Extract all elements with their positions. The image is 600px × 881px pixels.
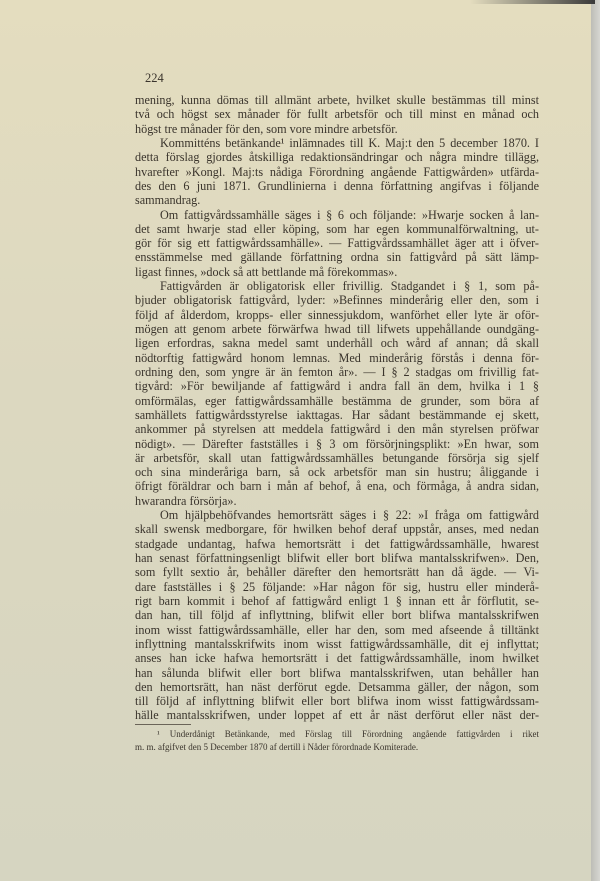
footnote [135,728,539,754]
text-line: gör för sig ett fattigwårdssamhälle». — Fattigvårdssamhället äger att i öfver- [135,236,539,251]
text-line: des den 6 juni 1871. Grundlinierna i denna författning angifvas i följande [135,178,539,193]
text-line: inom wisst fattigwårdssamhälle, eller har den, som med afseende å tilltänkt [135,622,539,637]
text-line: hwarandra försörja». [135,493,237,508]
text-line: hvarefter »Kongl. Maj:ts nådiga Förordning angående Fattigwården» utfärda- [135,164,539,179]
text-line: ligast finnes, »dock så att bettlande må förekommas». [135,264,398,279]
text-line: dan han, till följd af inflyttning, blifwit eller bort blifwa mantalsskrifwen [135,608,539,623]
text-line: samhällets fattigwårdsstyrelse iakttagas. Har sådant bestämmande ej skett, [135,407,539,422]
text-line: bjuder obligatorisk fattigvård, lyder: »Befinnes minderårig eller den, som i [135,293,539,308]
text-line: Om hjälpbehöfvandes hemortsrätt säges i § 22: »I fråga om fattigwård [160,508,539,523]
text-line: som fyllt sextio år, behåller därefter den hemortsrätt han då ägde. — Vi- [135,565,539,580]
text-line: Om fattigvårdssamhälle säges i § 6 och följande: »Hwarje socken å lan- [160,207,539,222]
text-line: ordning den, som yngre är än femton år». — I § 2 stadgas om frivillig fat- [135,364,539,379]
text-line: ensstämmelse med gällande författning ordna sin fattigvård på sätt lämp- [135,250,539,265]
scan-shadow [470,0,595,4]
text-line: hälle mantalsskrifwen, under loppet af ett år näst derförut eller näst der- [135,708,539,723]
text-line: Fattigvården är obligatorisk eller frivillig. Stadgandet i § 1, som på- [160,279,539,294]
text-line: och sina minderåriga barn, så ock arbetsför man sin hustru; åliggande i [135,465,539,480]
text-line: är arbetsför, skall utan fattigwårdssamhälles betungande försörja sig sjelf [135,450,539,465]
text-line: två och högst sex månader för fullt arbetsför och till minst en månad och [135,107,539,122]
text-line: nödtorftig fattigwård honom lemnas. Med minderårig förstås i denna för- [135,350,539,365]
text-line: han sålunda blifwit eller bort blifwa mantalsskrifwen, utan behåller han [135,665,539,680]
text-line: dare fastställes i § 25 följande: »Har någon för sig, hustru eller minderå- [135,579,539,594]
text-line: följd af ålderdom, kropps- eller sinnessjukdom, wanförhet eller lyte är oför- [135,307,539,322]
footnote-line: m. m. afgifvet den 5 December 1870 af dertill i Nåder förordnade Komiterade. [135,742,419,752]
text-line: mening, kunna dömas till allmänt arbete, hvilket skulle bestämmas till minst [135,93,539,107]
page-number: 224 [145,71,164,85]
text-line: omförmälas, eger fattigwårdssamhälle bestämma de grunder, som böra af [135,393,539,408]
text-line: högst tre månader för den, som vore mindre arbetsför. [135,121,398,136]
text-line: öfrigt föräldrar och barn i mån af behof, å ena, och förmåga, å andra sidan, [135,479,539,494]
text-line: Kommitténs betänkande¹ inlämnades till K. Maj:t den 5 december 1870. I [160,135,539,150]
footnote-line: ¹ Underdånigt Betänkande, med Förslag till Förordning angående fattigvården i riket [157,729,539,739]
text-line: ankommer på styrelsen att meddela fattigwård i den mån styrelsen pröfwar [135,422,539,437]
text-line: tigvård: »För bewiljande af fattigwård i andra fall än dem, hvilka i 1 § [135,379,539,394]
footnote-rule [135,724,191,725]
text-line: det samt hwarje stad eller köping, som har egen kommunalförwaltning, ut- [135,221,539,236]
text-line: den hemortsrätt, han näst derförut egde. Detsamma gäller, der någon, som [135,679,539,694]
text-line: till följd af inflyttning blifwit eller bort blifwa inom wisst fattigwårdssam- [135,694,539,709]
text-line: inflyttning mantalsskrifwits inom wisst fattigwårdssamhälle, dit ej inflyttat; [135,636,539,651]
text-line: stadgade undantag, hafwa hemortsrätt i det fattigwårdssamhälle, hwarest [135,536,539,551]
text-line: mögen att genom arbete förwärfwa hwad till lifwets uppehållande oundgäng- [135,322,539,336]
body-text [135,93,539,723]
page-edge [591,0,600,881]
text-line: han senast författningsenligt blifwit eller bort blifwa mantalsskrifwen». Den, [135,551,539,565]
text-line: skall swensk medborgare, för hwilken behof deraf uppstår, anses, med nedan [135,522,539,537]
text-line: sammandrag. [135,193,201,208]
text-line: detta förslag gjordes åtskilliga redaktionsändringar och några mindre tillägg, [135,150,539,165]
text-line: nödigt». — Därefter fastställes i § 3 om försörjningsplikt: »En hwar, som [135,436,539,451]
text-line: ligen erfordras, sakna medel samt underhåll och wård af annan; då skall [135,336,539,351]
text-line: rigt barn kommit i behof af fattigwård enligt 1 § innan ett år förflutit, se- [135,593,539,608]
text-line: anses han icke hafwa hemortsrätt i det fattigwårdssamhälle, inom hwilket [135,651,539,666]
